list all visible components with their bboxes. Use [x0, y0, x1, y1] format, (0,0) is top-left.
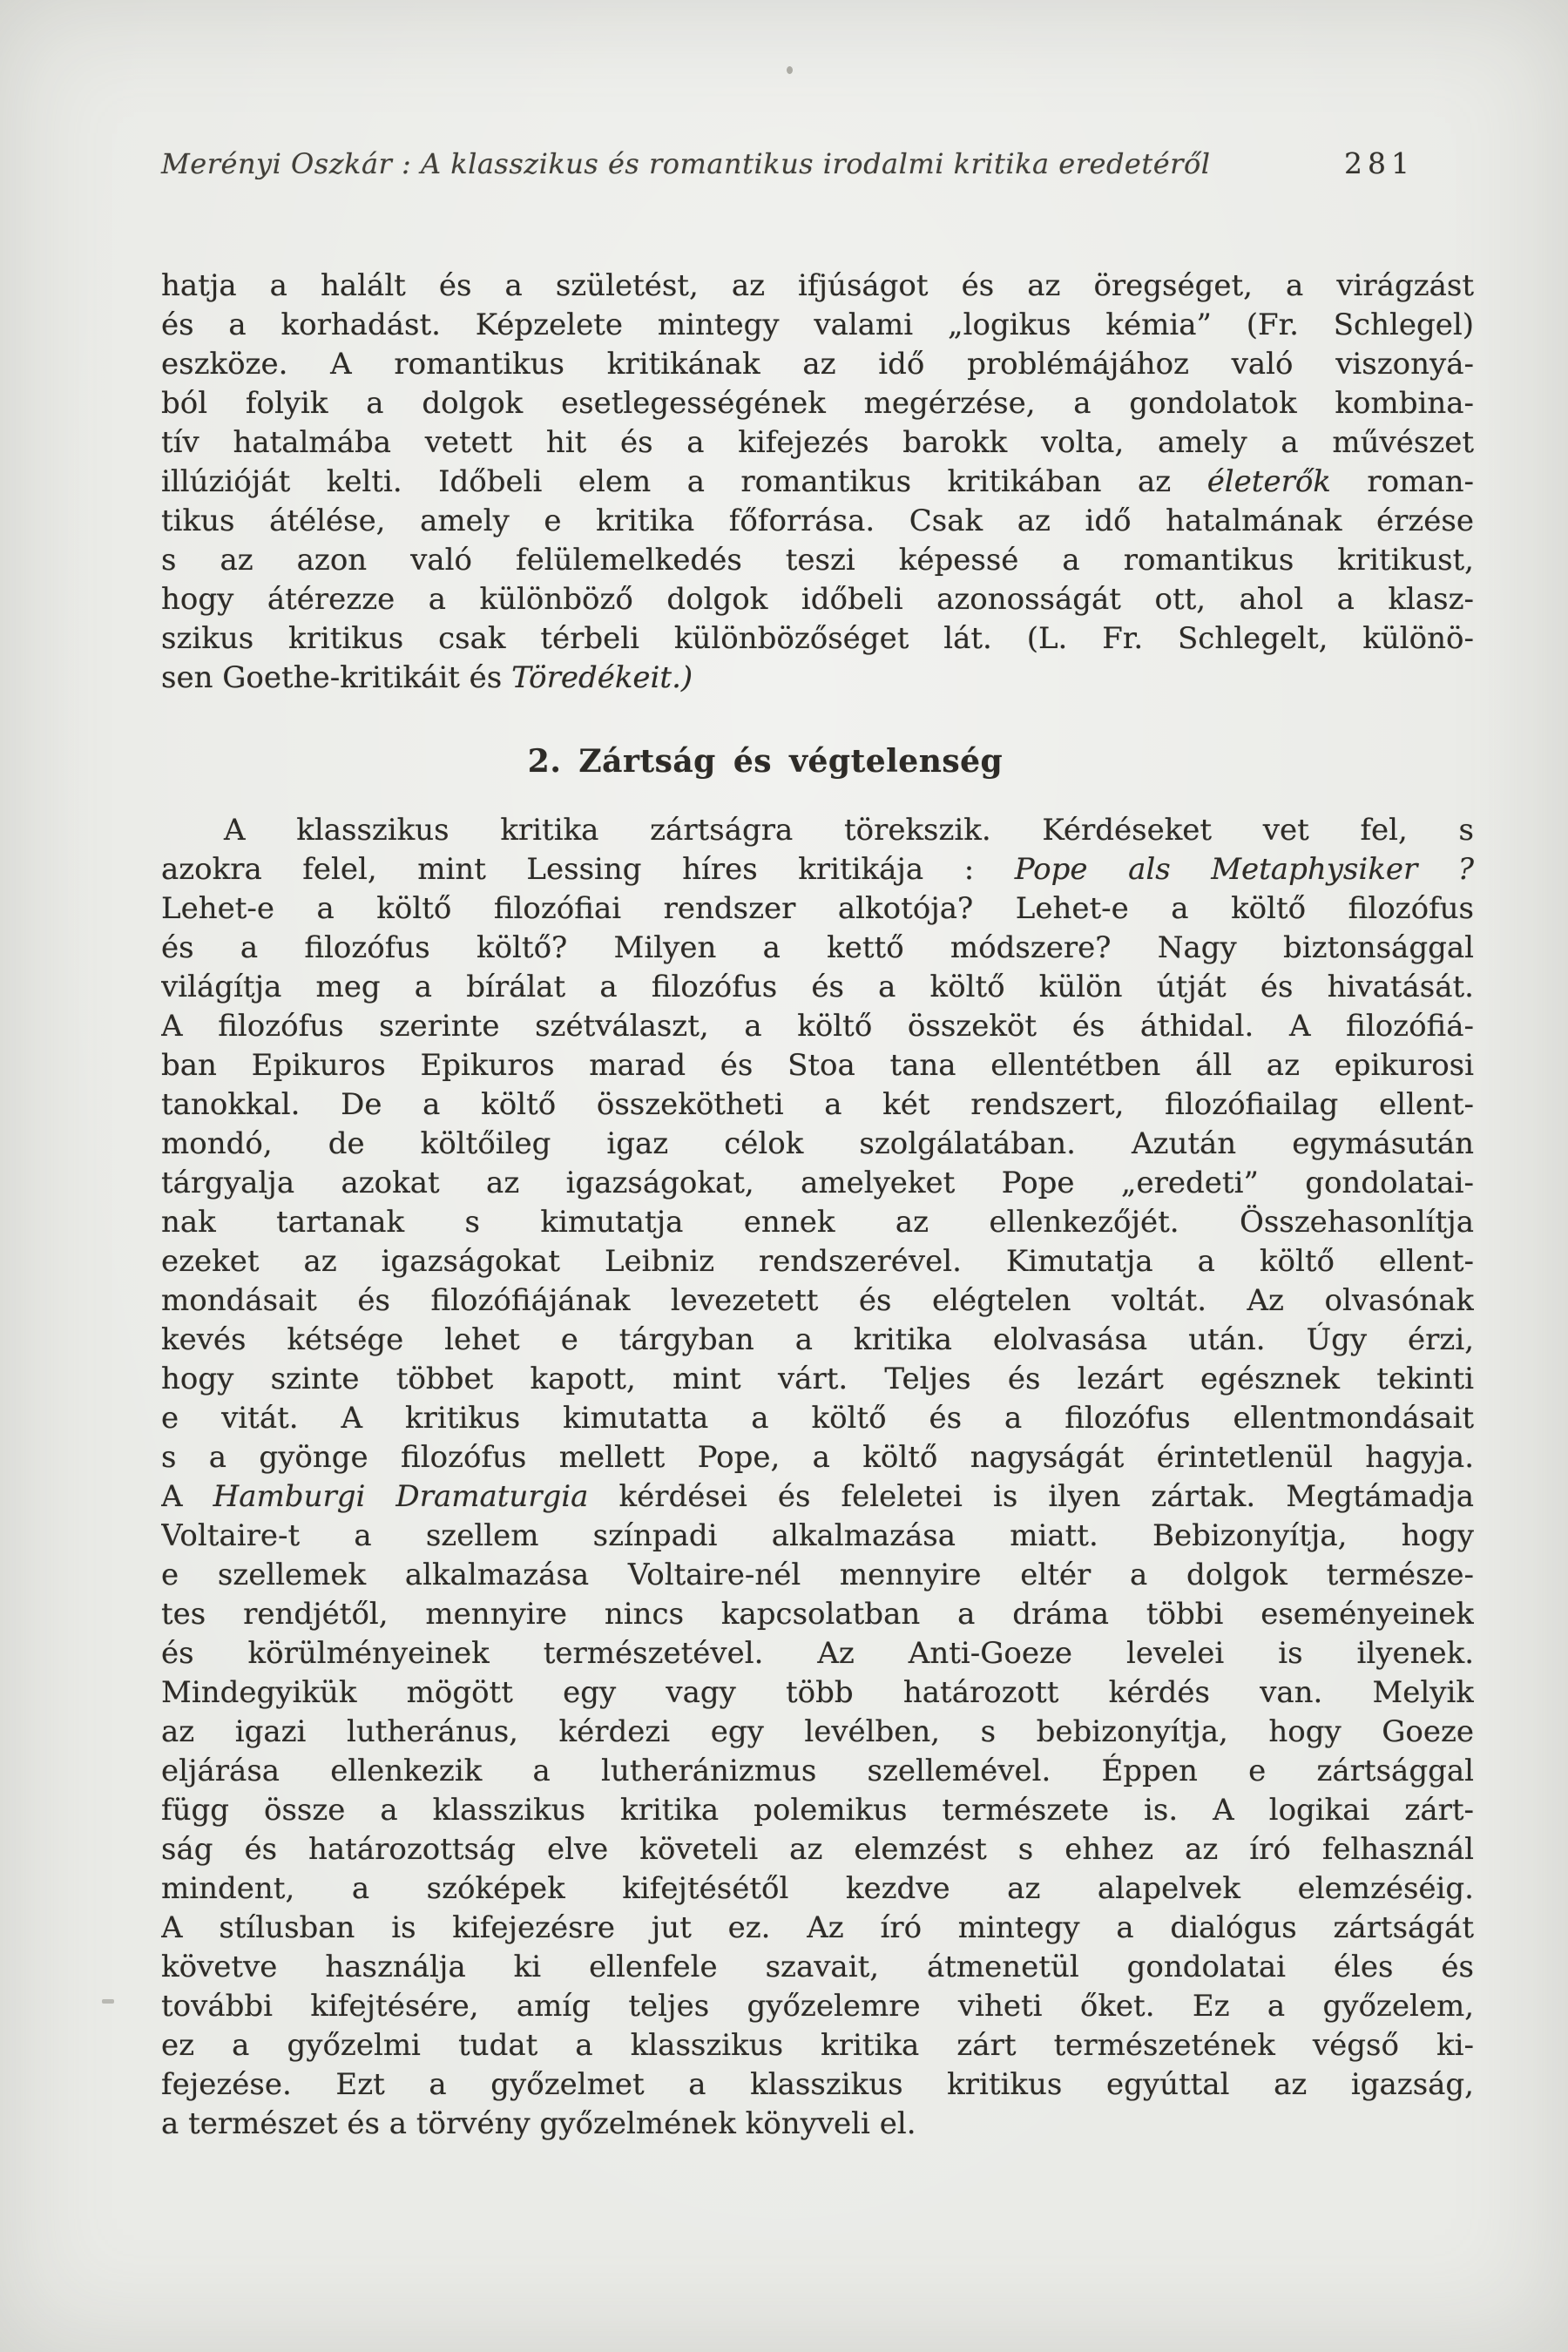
text-line — [161, 423, 1474, 463]
text-segment: sen Goethe-kritikáit és — [161, 660, 512, 695]
text-line — [161, 1634, 1474, 1673]
text-segment: kérdései és feleletei is ilyen zártak. Megtámadja — [588, 1479, 1474, 1514]
text-line — [161, 1517, 1474, 1556]
text-segment: követve használja ki ellenfele szavait, átmenetül gondolatai éles és — [161, 1950, 1474, 1984]
italic-text: Hamburgi Dramaturgia — [213, 1479, 589, 1514]
text-segment: a természet és a törvény győzelmének könyveli el. — [161, 2106, 916, 2141]
text-segment: tív hatalmába vetett hit és a kifejezés barokk volta, amely a művészet — [161, 425, 1474, 460]
text-segment: Lehet-e a költő filozófiai rendszer alkotója? Lehet-e a költő filozófus — [161, 891, 1474, 926]
italic-text: életerők — [1206, 464, 1331, 499]
text-segment: Mindegyikük mögött egy vagy több határozott kérdés van. Melyik — [161, 1675, 1474, 1710]
paragraph — [161, 267, 1474, 698]
text-line — [161, 1125, 1474, 1164]
text-segment: és körülményeinek természetével. Az Anti-Goeze levelei is ilyenek. — [161, 1636, 1474, 1671]
text-line — [161, 1281, 1474, 1321]
text-line — [161, 1909, 1474, 1948]
scan-speck — [787, 66, 793, 74]
body-text — [161, 267, 1474, 2144]
text-line — [161, 2026, 1474, 2065]
text-segment: e szellemek alkalmazása Voltaire-nél mennyire eltér a dolgok természe- — [161, 1558, 1474, 1592]
text-line — [161, 1791, 1474, 1830]
italic-text: Töredékeit.) — [511, 660, 693, 695]
text-segment: világítja meg a bírálat a filozófus és a költő külön útját és hivatását. — [161, 970, 1474, 1004]
text-line — [161, 1242, 1474, 1281]
text-segment: fejezése. Ezt a győzelmet a klasszikus kritikus egyúttal az igazság, — [161, 2067, 1474, 2102]
text-segment: tanokkal. De a költő összekötheti a két rendszert, filozófiailag ellent- — [161, 1087, 1474, 1122]
text-line — [161, 502, 1474, 541]
running-header — [161, 146, 1474, 183]
text-segment: hatja a halált és a születést, az ifjúságot és az öregséget, a virágzást — [161, 268, 1474, 303]
text-segment: hogy szinte többet kapott, mint várt. Teljes és lezárt egésznek tekinti — [161, 1362, 1474, 1396]
text-segment: ság és határozottság elve követeli az elemzést s ehhez az író felhasznál — [161, 1832, 1474, 1867]
text-line — [161, 1948, 1474, 1987]
text-line — [161, 968, 1474, 1007]
text-line — [161, 1321, 1474, 1360]
text-line — [161, 929, 1474, 968]
text-line — [161, 1556, 1474, 1595]
text-segment: tes rendjétől, mennyire nincs kapcsolatban a dráma többi eseményeinek — [161, 1597, 1474, 1632]
text-segment: s az azon való felülemelkedés teszi képessé a romantikus kritikust, — [161, 543, 1474, 578]
text-segment: A filozófus szerinte szétválaszt, a költő összeköt és áthidal. A filozófiá- — [161, 1009, 1474, 1044]
text-segment: ez a győzelmi tudat a klasszikus kritika zárt természetének végső ki- — [161, 2028, 1474, 2063]
text-segment: és a korhadást. Képzelete mintegy valami „logikus kémia” (Fr. Schlegel) — [161, 308, 1474, 342]
text-line — [161, 1477, 1474, 1517]
text-line — [161, 1085, 1474, 1125]
italic-text: Pope als Metaphysiker ? — [1014, 852, 1474, 887]
text-line — [161, 1752, 1474, 1791]
text-segment: mindent, a szóképek kifejtésétől kezdve az alapelvek elemzéséig. — [161, 1871, 1474, 1906]
text-line — [161, 1869, 1474, 1909]
text-line — [161, 1203, 1474, 1242]
text-line — [161, 2105, 1474, 2144]
text-line — [161, 659, 1474, 698]
text-line — [161, 1713, 1474, 1752]
text-segment: az igazi lutheránus, kérdezi egy levélben, s bebizonyítja, hogy Goeze — [161, 1714, 1474, 1749]
text-segment: eljárása ellenkezik a lutheránizmus szellemével. Éppen e zártsággal — [161, 1754, 1474, 1788]
text-line — [161, 463, 1474, 502]
text-segment: ból folyik a dolgok esetlegességének megérzése, a gondolatok kombina- — [161, 386, 1474, 421]
text-segment: s a gyönge filozófus mellett Pope, a költő nagyságát érintetlenül hagyja. — [161, 1440, 1474, 1475]
text-line — [161, 1164, 1474, 1203]
text-segment: szikus kritikus csak térbeli különbözőséget lát. (L. Fr. Schlegelt, különö- — [161, 621, 1474, 656]
text-segment: és a filozófus költő? Milyen a kettő módszere? Nagy biztonsággal — [161, 930, 1474, 965]
text-line — [161, 1007, 1474, 1046]
text-line — [161, 1399, 1474, 1438]
text-line — [161, 1046, 1474, 1085]
text-line — [161, 1987, 1474, 2026]
text-segment: azokra felel, mint Lessing híres kritikája : — [161, 852, 1015, 887]
text-segment: mondásait és filozófiájának levezetett és elégtelen voltát. Az olvasónak — [161, 1283, 1474, 1318]
text-segment: roman- — [1330, 464, 1474, 499]
paragraph — [161, 811, 1474, 2144]
text-line — [161, 619, 1474, 659]
text-line — [161, 1595, 1474, 1634]
text-segment: A stílusban is kifejezésre jut ez. Az író mintegy a dialógus zártságát — [161, 1910, 1474, 1945]
text-segment: A klasszikus kritika zártságra törekszik. Kérdéseket vet fel, s — [224, 813, 1474, 848]
text-segment: ban Epikuros Epikuros marad és Stoa tana ellentétben áll az epikurosi — [161, 1048, 1474, 1083]
text-segment: mondó, de költőileg igaz célok szolgálatában. Azután egymásután — [161, 1126, 1474, 1161]
text-line — [161, 2065, 1474, 2105]
text-segment: kevés kétsége lehet e tárgyban a kritika elolvasása után. Úgy érzi, — [161, 1322, 1474, 1357]
text-segment: hogy átérezze a különböző dolgok időbeli azonosságát ott, ahol a klasz- — [161, 582, 1474, 617]
text-line — [161, 811, 1474, 850]
text-segment: függ össze a klasszikus kritika polemikus természete is. A logikai zárt- — [161, 1793, 1474, 1828]
text-line — [161, 384, 1474, 423]
text-segment: illúzióját kelti. Időbeli elem a romantikus kritikában az — [161, 464, 1207, 499]
text-line — [161, 1830, 1474, 1869]
running-header-title: Merényi Oszkár : A klasszikus és romantikus irodalmi kritika eredetéről — [161, 147, 1211, 180]
text-line — [161, 1360, 1474, 1399]
text-line — [161, 1673, 1474, 1713]
page-number: 281 — [1344, 146, 1415, 180]
text-line — [161, 267, 1474, 306]
text-segment: A — [161, 1479, 213, 1514]
text-line — [161, 541, 1474, 580]
text-segment: tárgyalja azokat az igazságokat, amelyeket Pope „eredeti” gondolatai- — [161, 1166, 1474, 1200]
text-line — [161, 580, 1474, 619]
text-line — [161, 850, 1474, 889]
text-line — [161, 1438, 1474, 1477]
text-line — [161, 306, 1474, 345]
scan-speck — [102, 1999, 114, 2004]
text-segment: Voltaire-t a szellem színpadi alkalmazása miatt. Bebizonyítja, hogy — [161, 1518, 1474, 1553]
text-segment: ezeket az igazságokat Leibniz rendszerével. Kimutatja a költő ellent- — [161, 1244, 1474, 1279]
text-line — [161, 889, 1474, 929]
text-segment: további kifejtésére, amíg teljes győzelemre viheti őket. Ez a győzelem, — [161, 1989, 1474, 2024]
text-segment: nak tartanak s kimutatja ennek az ellenkezőjét. Összehasonlítja — [161, 1205, 1474, 1240]
section-heading: 2. Zártság és végtelenség — [527, 743, 1004, 780]
text-segment: tikus átélése, amely e kritika főforrása. Csak az idő hatalmának érzése — [161, 504, 1474, 538]
text-segment: eszköze. A romantikus kritikának az idő problémájához való viszonyá- — [161, 347, 1474, 382]
text-segment: e vitát. A kritikus kimutatta a költő és a filozófus ellentmondásait — [161, 1401, 1474, 1436]
text-line — [161, 345, 1474, 384]
